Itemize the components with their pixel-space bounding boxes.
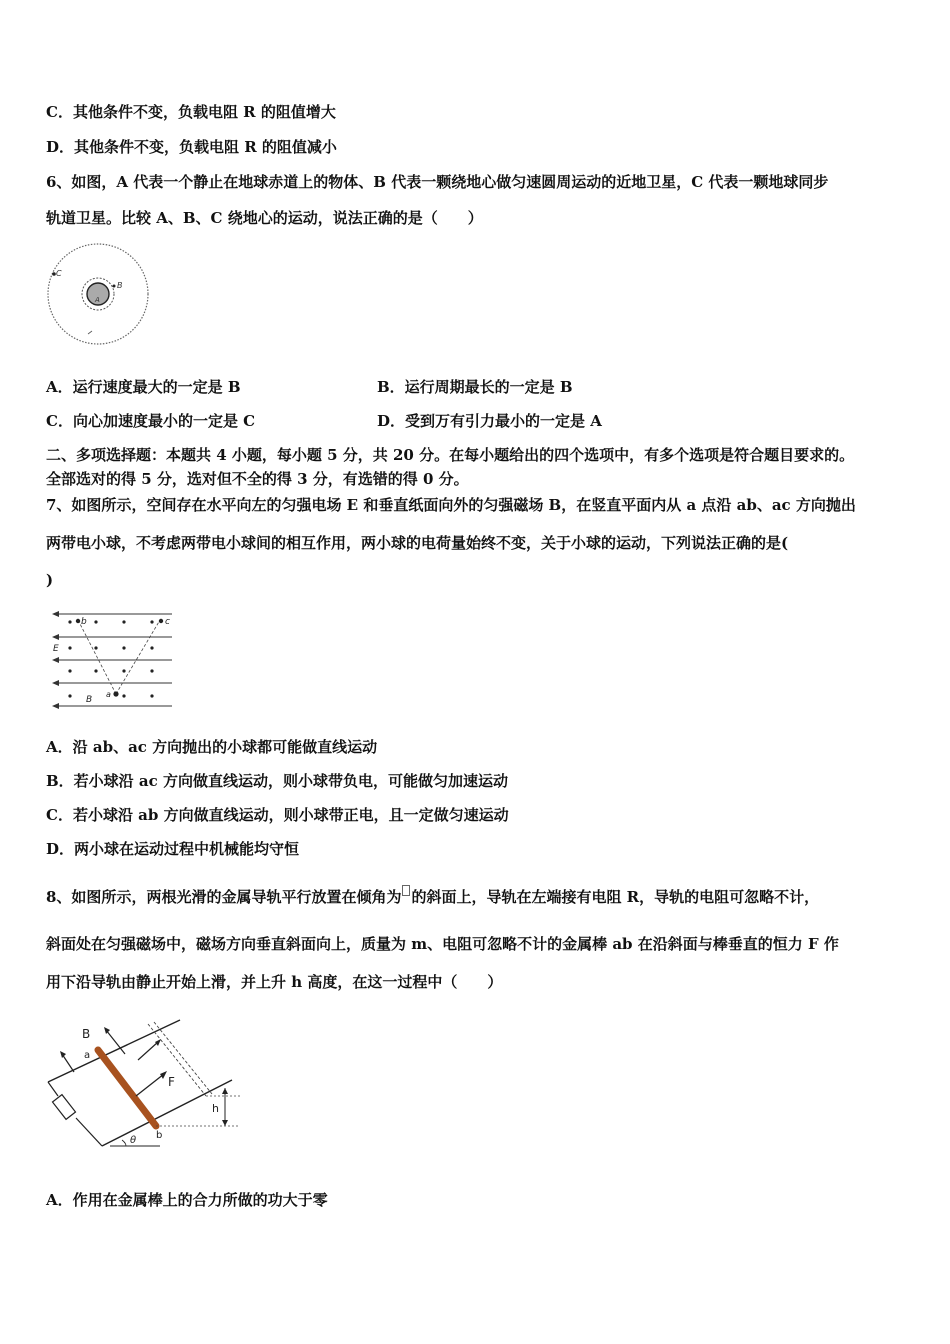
q8-stem-line2: 斜面处在匀强磁场中，磁场方向垂直斜面向上，质量为 m、电阻可忽略不计的金属棒 ab 在沿斜面与棒垂直的恒力 F 作: [46, 935, 839, 953]
field-arrow-4: [52, 680, 59, 686]
rod-final-dashed-2: [154, 1022, 212, 1094]
label-b: B: [82, 1027, 91, 1041]
label-c: C: [56, 269, 62, 278]
label-b-field: B: [86, 695, 93, 705]
q7-option-b: B．若小球沿 ac 方向做直线运动，则小球带负电，可能做匀加速运动: [46, 772, 508, 790]
q6-stem-line2: 轨道卫星。比较 A、B、C 绕地心的运动，说法正确的是（ ）: [46, 209, 483, 227]
q8-stem-part2: 的斜面上，导轨在左端接有电阻 R，导轨的电阻可忽略不计，: [411, 888, 820, 906]
label-c: c: [165, 617, 170, 627]
rod-final-dashed-1: [148, 1024, 206, 1096]
label-h: h: [212, 1102, 219, 1115]
q6-option-d: D．受到万有引力最小的一定是 A: [377, 412, 602, 430]
field-b-arrowhead-2: [60, 1051, 66, 1058]
label-e: E: [53, 644, 59, 654]
label-a: A: [95, 296, 100, 304]
label-a: a: [106, 690, 111, 699]
angle-arc: [122, 1140, 126, 1146]
label-b: B: [117, 281, 123, 290]
field-b-arrow-2: [62, 1054, 74, 1072]
q8-stem-line3: 用下沿导轨由静止开始上滑，并上升 h 高度，在这一过程中（ ）: [46, 973, 503, 991]
resistor-r: [52, 1095, 75, 1120]
q7-option-c: C．若小球沿 ab 方向做直线运动，则小球带正电，且一定做匀速运动: [46, 806, 509, 824]
q6-orbit-figure: [44, 240, 154, 345]
field-dot: [122, 669, 125, 672]
q7-stem-line2: 两带电小球，不考虑两带电小球间的相互作用，两小球的电荷量始终不变，关于小球的运动，下列说法正确的是(: [46, 534, 789, 552]
field-dot: [150, 646, 153, 649]
field-dot: [68, 646, 71, 649]
section2-line1: 二、多项选择题：本题共 4 小题，每小题 5 分，共 20 分。在每小题给出的四个选项中，有多个选项是符合题目要求的。: [46, 446, 855, 464]
ball-b: [76, 619, 80, 623]
field-arrow-1: [52, 611, 59, 617]
height-arrowhead-top: [222, 1088, 228, 1094]
q8-stem-line1: [46, 885, 819, 907]
field-arrow-5: [52, 703, 59, 709]
satellite-b-dot: [113, 285, 116, 288]
q5-option-c: C．其他条件不变，负载电阻 R 的阻值增大: [46, 103, 336, 121]
q8-incline-figure: [40, 1014, 255, 1154]
force-f-arrowhead: [160, 1071, 167, 1079]
label-b: b: [81, 617, 87, 627]
satellite-c-arrow: [88, 331, 92, 334]
field-dot: [68, 694, 71, 697]
label-a: a: [84, 1050, 91, 1061]
section2-line2: 全部选对的得 5 分，选对但不全的得 3 分，有选错的得 0 分。: [46, 470, 469, 488]
label-f: F: [168, 1075, 175, 1089]
field-dot: [150, 694, 153, 697]
field-arrow-2: [52, 634, 59, 640]
q6-stem-line1: 6、如图，A 代表一个静止在地球赤道上的物体、B 代表一颗绕地心做匀速圆周运动的近地卫星，C 代表一颗地球同步: [46, 173, 829, 191]
height-arrowhead-bottom: [222, 1120, 228, 1126]
q8-stem-part1: 8、如图所示，两根光滑的金属导轨平行放置在倾角为: [46, 888, 402, 906]
metal-rod-ab: [98, 1050, 156, 1126]
q5-option-d: D．其他条件不变，负载电阻 R 的阻值减小: [46, 138, 337, 156]
q6-option-b: B．运行周期最长的一定是 B: [377, 378, 573, 396]
force-f-arrow: [136, 1074, 164, 1096]
label-rod-b: b: [156, 1130, 163, 1141]
q6-option-c: C．向心加速度最小的一定是 C: [46, 412, 256, 430]
field-dot: [150, 620, 153, 623]
field-dot: [122, 620, 125, 623]
field-dot: [150, 669, 153, 672]
field-arrow-3: [52, 657, 59, 663]
ball-a: [113, 691, 118, 696]
field-b-arrow-3: [138, 1042, 158, 1060]
field-dot: [94, 646, 97, 649]
q8-option-a: A．作用在金属棒上的合力所做的功大于零: [46, 1191, 328, 1209]
wire-left: [48, 1082, 58, 1096]
theta-placeholder-box: [402, 885, 410, 896]
wire-left-bottom: [76, 1118, 102, 1146]
ball-c: [159, 619, 163, 623]
field-b-arrowhead-3: [155, 1039, 161, 1046]
q7-stem-line3: ): [46, 571, 54, 589]
field-dot: [68, 620, 71, 623]
field-dot: [122, 694, 125, 697]
field-dot: [94, 620, 97, 623]
field-dot: [68, 669, 71, 672]
field-dot: [94, 669, 97, 672]
q7-stem-line1: 7、如图所示，空间存在水平向左的匀强电场 E 和垂直纸面向外的匀强磁场 B，在竖直平面内从 a 点沿 ab、ac 方向抛出: [46, 496, 856, 514]
field-dot: [122, 646, 125, 649]
label-theta: θ: [130, 1135, 137, 1146]
q7-field-figure: [48, 606, 178, 714]
q7-option-d: D．两小球在运动过程中机械能均守恒: [46, 840, 300, 858]
q7-option-a: A．沿 ab、ac 方向抛出的小球都可能做直线运动: [46, 738, 378, 756]
q6-option-a: A．运行速度最大的一定是 B: [46, 378, 241, 396]
